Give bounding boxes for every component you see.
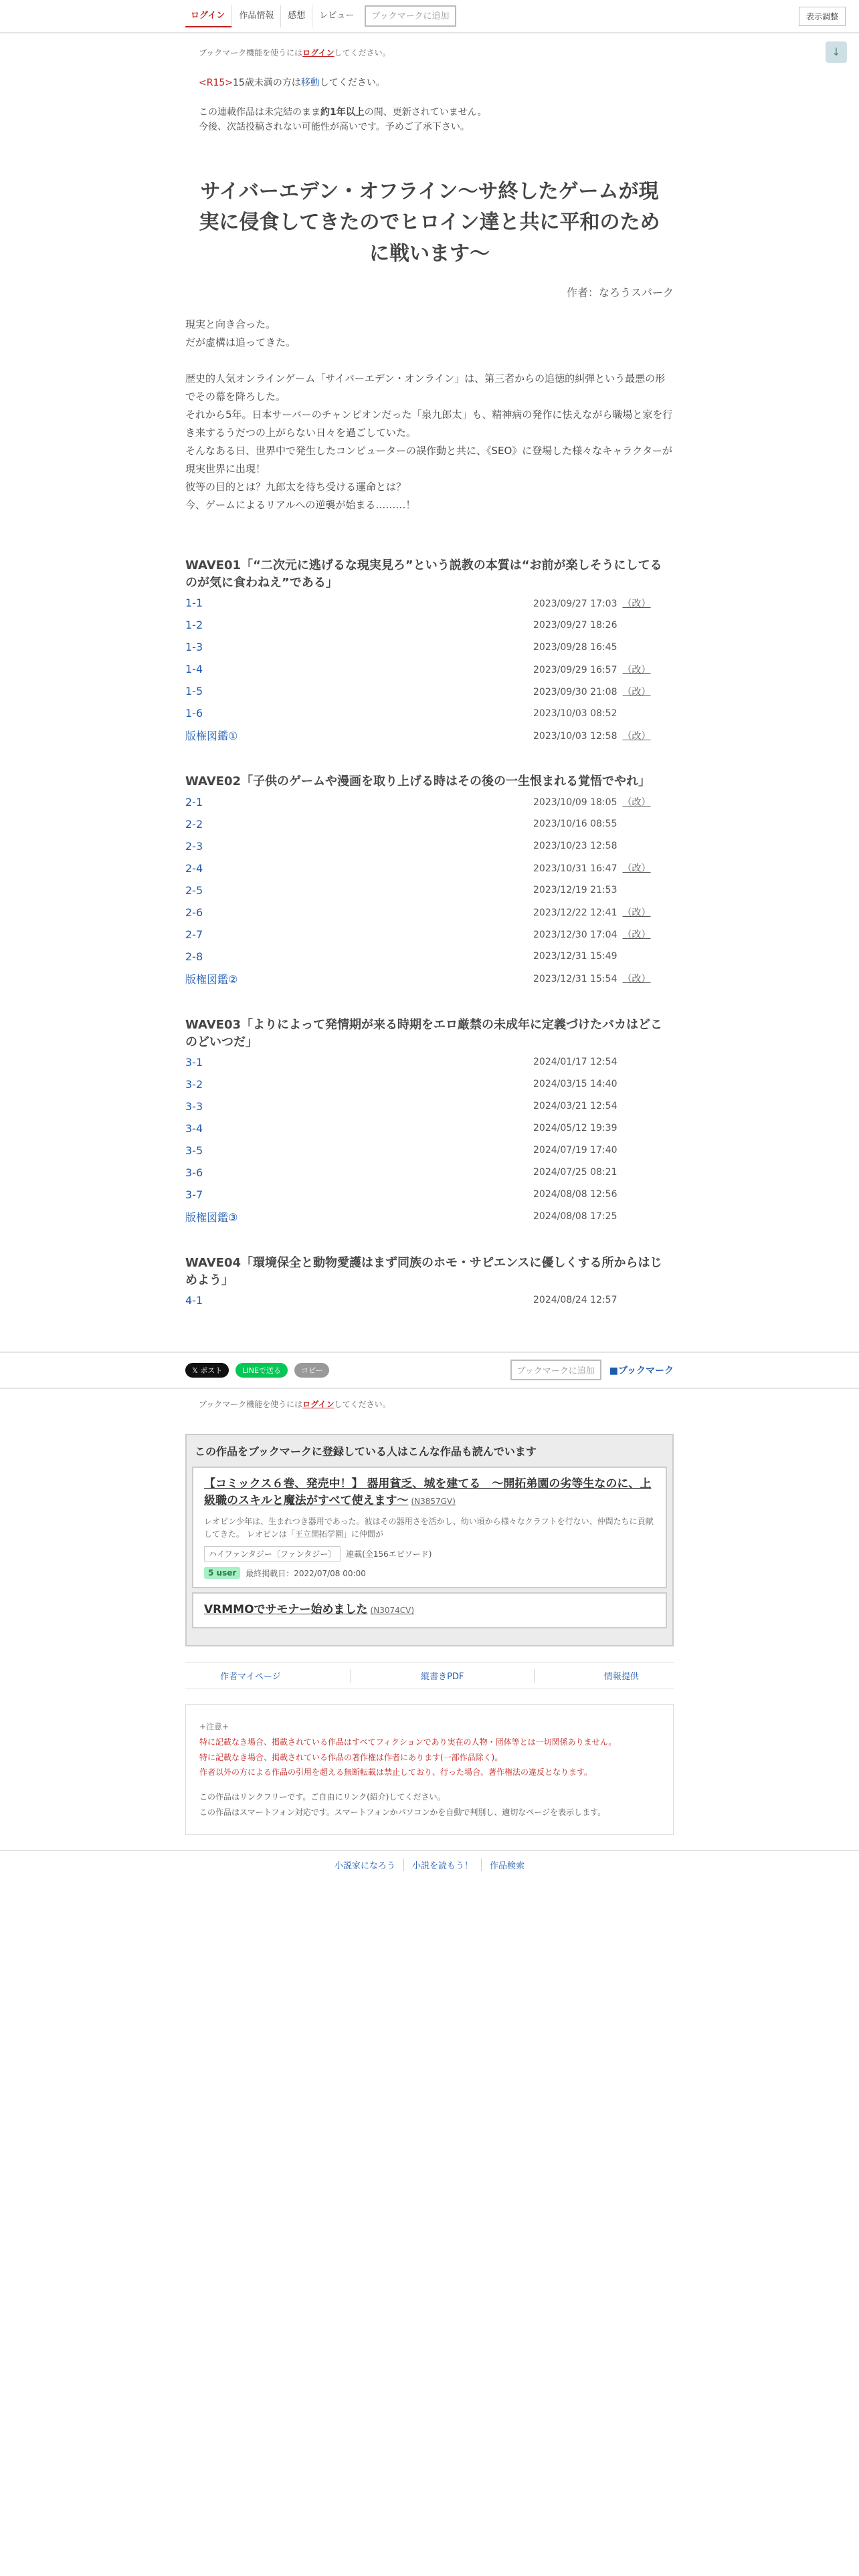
episode-row: [185, 702, 674, 724]
episode-link[interactable]: 4-1: [185, 1293, 203, 1307]
episode-row: [185, 1095, 674, 1117]
episode-date: 2024/01/17 12:54: [533, 1057, 617, 1068]
share-right: [510, 1360, 674, 1380]
recommend-title-link[interactable]: 【コミックス６巻、発売中！】 器用貧乏、城を建てる 〜開拓弟園の劣等生なのに、上級職のスキルと魔法がすべて使えます〜 (N3857GV): [204, 1477, 652, 1508]
bookmark-add-button-bottom[interactable]: ブックマークに追加: [510, 1360, 601, 1380]
recommend-description: レオピン少年は、生まれつき器用であった。彼はその器用さを活かし、幼い頃から様々なクラフトを行ない、仲間たちに貢献してきた。 レオピンは「王立開拓学園」に仲間が: [204, 1516, 654, 1539]
revised-mark: （改）: [622, 797, 651, 809]
episode-link[interactable]: 1-3: [185, 641, 203, 654]
novel-summary: 現実と向き合った。 だが虚構は追ってきた。 歴史的人気オンラインゲーム「サイバーエデン・オンライン」は、第三者からの追徳的糾弾という最悪の形でその幕を降ろした。 それから5年。日本サーバーのチャンピオンだった「泉九郎太」も、精神病の発作に怯えながら職場と家を行き来するうだつの上がらない日々を過ごしていた。 そんなある日、世界中で発生したコンピューターの誤作動と共に、《SEO》に登場した様々なキャラクターが現実世界に出現！ 彼等の目的とは？九郎太を待ち受ける運命とは？ 今、ゲームによるリアルへの逆襲が始まる………！: [185, 318, 673, 512]
episode-row: [185, 813, 674, 835]
episode-row: [185, 636, 674, 658]
line-send-button[interactable]: LINEで送る: [235, 1363, 288, 1378]
episode-link[interactable]: 2-6: [185, 905, 203, 919]
r15-notice: <R15>15歳未満の方は移動してください。: [199, 78, 385, 88]
episode-link[interactable]: 3-5: [185, 1144, 203, 1157]
episode-link[interactable]: 2-5: [185, 883, 203, 897]
revised-mark: （改）: [622, 730, 651, 742]
episode-row: [185, 1073, 674, 1095]
episode-date: 2024/03/21 12:54: [533, 1101, 617, 1112]
chapter-title: WAVE03「よりによって発情期が来る時期をエロ厳禁の未成年に定義づけたバカはどこのどいつだ」: [185, 1017, 663, 1049]
chapter-title: WAVE02「子供のゲームや漫画を取り上げる時はその後の一生恨まれる覚悟でやれ」: [185, 774, 651, 789]
episode-row: [185, 791, 674, 813]
episode-link[interactable]: 2-8: [185, 950, 203, 963]
episode-link[interactable]: 3-7: [185, 1188, 203, 1201]
episode-date: 2023/09/30 21:08 （改）: [533, 686, 651, 697]
episode-link[interactable]: 3-4: [185, 1121, 203, 1135]
episode-date: 2023/09/28 16:45: [533, 641, 617, 653]
revised-mark: （改）: [622, 930, 651, 941]
episode-link[interactable]: 3-6: [185, 1166, 203, 1179]
bookmark-login-link[interactable]: ログイン: [302, 48, 335, 58]
episode-row: [185, 835, 674, 857]
recommend-item: [192, 1467, 667, 1588]
global-nav: [185, 5, 456, 27]
episode-link[interactable]: 版権図鑑①: [185, 730, 238, 743]
episode-date: 2023/10/09 18:05 （改）: [533, 797, 651, 809]
episode-link[interactable]: 3-2: [185, 1077, 203, 1091]
recommend-heading: この作品をブックマークに登録している人はこんな作品も読んでいます: [195, 1444, 537, 1458]
revised-mark: （改）: [622, 907, 651, 919]
nav-login[interactable]: ログイン: [185, 5, 231, 27]
site-header: [0, 0, 859, 33]
share-bar: [0, 1352, 859, 1389]
episode-row: [185, 901, 674, 924]
episode-row: [185, 1162, 674, 1184]
bookmark-login-note-bottom: ブックマーク機能を使うにはログインしてください。: [199, 1399, 391, 1409]
last-updated: 最終掲載日：2022/07/08 00:00: [246, 1568, 366, 1578]
episode-date: 2024/08/24 12:57: [533, 1295, 617, 1306]
episode-link[interactable]: 3-3: [185, 1099, 203, 1113]
episode-row: [185, 924, 674, 946]
copy-button[interactable]: コピー: [294, 1363, 330, 1378]
nav-review[interactable]: レビュー: [312, 5, 361, 27]
divider: [534, 1669, 535, 1683]
episode-link[interactable]: 1-2: [185, 619, 203, 632]
bookmark-add-button-top[interactable]: ブックマークに追加: [365, 5, 456, 27]
bookmark-login-note: ブックマーク機能を使うにはログインしてください。: [199, 48, 391, 58]
episode-link[interactable]: 版権図鑑②: [185, 972, 238, 986]
display-adjust-button[interactable]: 表示調整: [799, 7, 846, 26]
episode-date: 2024/07/25 08:21: [533, 1167, 617, 1178]
episode-date: 2024/08/08 17:25: [533, 1211, 617, 1222]
r15-tag: <R15>: [199, 78, 233, 88]
episode-row: [185, 592, 674, 614]
episode-row: [185, 1184, 674, 1206]
novel-title: サイバーエデン・オフライン〜サ終したゲームが現実に侵食してきたのでヒロイン達と共に平和のために戦います〜: [199, 179, 660, 265]
episode-date: 2023/10/16 08:55: [533, 819, 617, 830]
episode-date: 2024/03/15 14:40: [533, 1079, 617, 1090]
episode-link[interactable]: 1-6: [185, 707, 203, 720]
episode-row: [185, 1117, 674, 1140]
bookmark-login-link-bottom[interactable]: ログイン: [302, 1399, 335, 1409]
episode-row: [185, 724, 674, 746]
episode-row: [185, 879, 674, 901]
r15-move-link[interactable]: 移動: [300, 78, 320, 88]
recommend-item: [192, 1592, 667, 1628]
recommend-title-link[interactable]: VRMMOでサモナー始めました (N3074CV): [204, 1603, 415, 1617]
nav-novel-info[interactable]: 作品情報: [231, 5, 280, 27]
episode-link[interactable]: 1-1: [185, 597, 203, 610]
episode-link[interactable]: 2-2: [185, 817, 203, 831]
genre-tag[interactable]: ハイファンタジー〔ファンタジー〕: [204, 1546, 341, 1562]
episode-date: 2023/09/27 17:03 （改）: [533, 598, 651, 609]
page-down-icon[interactable]: ↓: [826, 41, 847, 63]
episode-date: 2024/05/12 19:39: [533, 1123, 617, 1134]
episode-row: [185, 1140, 674, 1162]
user-count-badge: 5 user: [204, 1567, 240, 1579]
recommend-box: [185, 1434, 674, 1646]
episode-row: [185, 1206, 674, 1228]
episode-count: 連載(全156エピソード): [346, 1549, 432, 1560]
episode-row: [185, 968, 674, 990]
episode-link[interactable]: 1-4: [185, 663, 203, 676]
episode-date: 2023/09/29 16:57 （改）: [533, 664, 651, 675]
episode-date: 2024/07/19 17:40: [533, 1145, 617, 1156]
revised-mark: （改）: [622, 974, 651, 985]
episode-row: [185, 614, 674, 636]
episode-row: [185, 658, 674, 680]
footer-link-yomou[interactable]: 小説を読もう！: [403, 1858, 481, 1871]
episode-date: 2023/12/31 15:49: [533, 951, 617, 962]
episode-date: 2023/10/31 16:47 （改）: [533, 863, 651, 875]
episode-date: 2023/12/22 12:41 （改）: [533, 907, 651, 919]
episode-link[interactable]: 2-3: [185, 839, 203, 853]
nav-impression[interactable]: 感想: [280, 5, 312, 27]
episode-link[interactable]: 3-1: [185, 1055, 203, 1069]
episode-row: [185, 1051, 674, 1073]
episode-row: [185, 1289, 674, 1311]
author: 作者：なろうスパーク: [566, 286, 674, 300]
episode-row: [185, 857, 674, 879]
footer-link-search[interactable]: 作品検索: [481, 1858, 533, 1871]
episode-date: 2024/08/08 12:56: [533, 1189, 617, 1200]
episode-row: [185, 946, 674, 968]
chapter-title: WAVE01「“二次元に逃げるな現実見ろ”という説教の本質は“お前が楽しそうにしてるのが気に食わねえ”である」: [185, 558, 662, 591]
episode-link[interactable]: 2-4: [185, 861, 203, 875]
episode-date: 2023/10/03 08:52: [533, 708, 617, 719]
episode-row: [185, 680, 674, 702]
episode-link[interactable]: 版権図鑑③: [185, 1210, 238, 1224]
episode-link[interactable]: 2-1: [185, 795, 203, 809]
x-post-button[interactable]: 𝕏 ポスト: [185, 1363, 229, 1378]
caution-heading: +注意+: [199, 1721, 229, 1731]
episode-link[interactable]: 1-5: [185, 685, 203, 698]
caution-box: +注意+ 特に記載なき場合、掲載されている作品はすべてフィクションであり実在の人物・団体等とは一切関係ありません。 特に記載なき場合、掲載されている作品の著作権は作者にあります(一部作品除く)。 作者以外の方による作品の引用を超える無断転載は禁止しており、行った場合、著作権法の違反となります。 この作品はリンクフリーです。ご自由にリンク(紹介)してください。 この作品はスマートフォン対応です。スマートフォンかパソコンかを自動で判別し、適切なページを表示します。: [185, 1704, 674, 1835]
episode-date: 2023/09/27 18:26: [533, 619, 617, 631]
revised-mark: （改）: [622, 664, 651, 675]
notices: [185, 33, 674, 135]
chapter-title: WAVE04「環境保全と動物愛護はまず同族のホモ・サピエンスに優しくする所からはじめよう」: [185, 1255, 662, 1287]
episode-date: 2023/10/03 12:58 （改）: [533, 730, 651, 742]
report-info-link[interactable]: 情報提供: [603, 1672, 639, 1683]
recommend-meta: [204, 1546, 655, 1562]
author-mypage-link[interactable]: 作者マイページ: [220, 1672, 281, 1683]
vertical-pdf-link[interactable]: 縦書きPDF: [421, 1672, 464, 1683]
episode-date: 2023/12/30 17:04 （改）: [533, 930, 651, 941]
bookmark-link[interactable]: ■ブックマーク: [609, 1365, 674, 1376]
serial-stalled-notice: この連載作品は未完結のまま約1年以上の間、更新されていません。 今後、次話投稿されない可能性が高いです。予めご了承下さい。: [199, 107, 487, 133]
novel-footer-links: [185, 1662, 674, 1689]
site-footer: [0, 1850, 859, 1879]
episode-link[interactable]: 2-7: [185, 928, 203, 941]
episode-index: [185, 557, 674, 1311]
revised-mark: （改）: [622, 686, 651, 697]
revised-mark: （改）: [622, 863, 651, 875]
author-link[interactable]: なろうスパーク: [598, 286, 674, 300]
episode-date: 2023/12/31 15:54 （改）: [533, 974, 651, 985]
episode-date: 2023/10/23 12:58: [533, 841, 617, 852]
footer-link-narou[interactable]: 小説家になろう: [334, 1861, 395, 1872]
recommend-meta-2: [204, 1567, 655, 1579]
revised-mark: （改）: [622, 598, 651, 609]
episode-date: 2023/12/19 21:53: [533, 885, 617, 896]
